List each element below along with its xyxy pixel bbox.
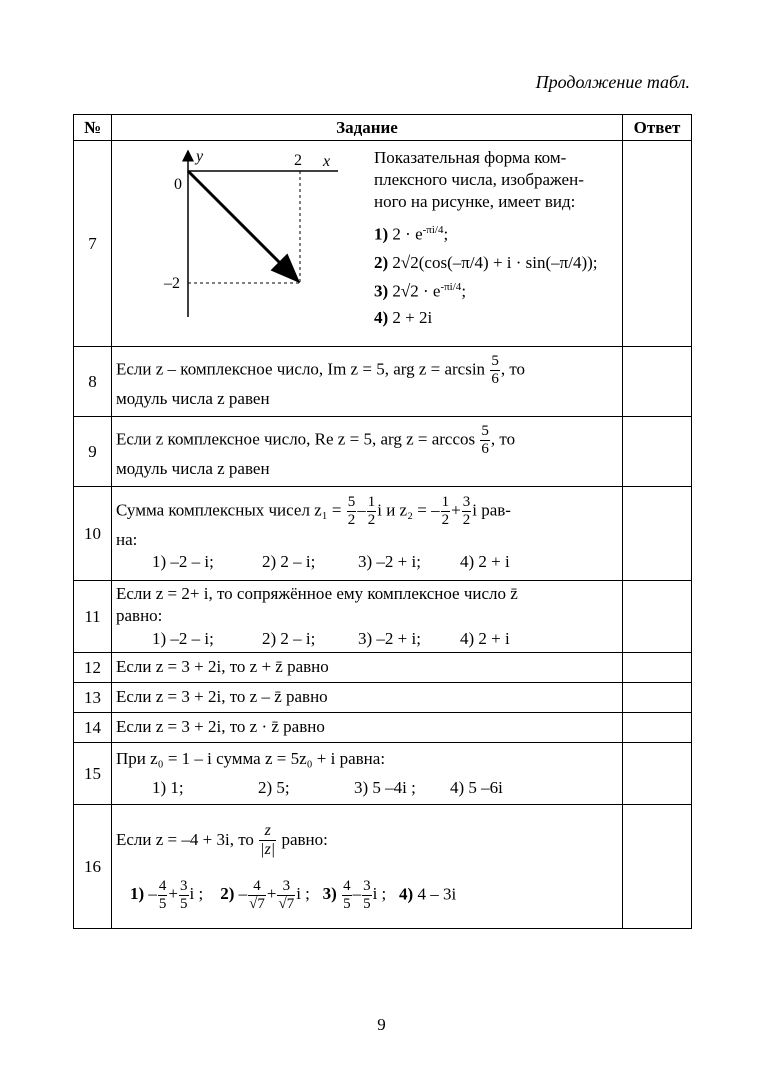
row-number: 15 bbox=[74, 743, 112, 805]
row-number: 10 bbox=[74, 487, 112, 581]
option-1: 1) – $\frac{4}{5}$ + $\frac{3}{5}$ i ; bbox=[130, 877, 204, 912]
task-cell bbox=[112, 141, 623, 347]
option-4: 4) 4 – 3i bbox=[399, 884, 457, 904]
answer-cell[interactable] bbox=[623, 743, 692, 805]
table-row bbox=[74, 683, 692, 713]
fraction: $\frac{5}{6}$ bbox=[491, 352, 499, 387]
task-cell: Если z – комплексное число, Im z = 5, arg z = arcsin $\frac{5}{6}$ , то модуль числа z равен bbox=[112, 347, 623, 417]
task-cell bbox=[112, 581, 623, 653]
row-number: 7 bbox=[74, 141, 112, 347]
row-number: 8 bbox=[74, 347, 112, 417]
fraction: $\frac{5}{6}$ bbox=[481, 422, 489, 457]
task-text-line2: равно: bbox=[116, 606, 163, 626]
options-row bbox=[152, 777, 618, 799]
row-number: 11 bbox=[74, 581, 112, 653]
page-number: 9 bbox=[377, 1015, 386, 1034]
continuation-label: Продолжение табл. bbox=[535, 72, 690, 92]
row-number: 12 bbox=[74, 653, 112, 683]
task-text: При z₀ = 1 – i сумма z = 5z₀ + i равна: bbox=[116, 749, 386, 769]
answer-cell[interactable] bbox=[623, 581, 692, 653]
options-row bbox=[152, 551, 618, 573]
table-row bbox=[74, 347, 692, 417]
row-number: 9 bbox=[74, 417, 112, 487]
option-1: 1) –2 – i; bbox=[152, 628, 214, 648]
option-2: 2) 2√2(cos(–π/4) + i · sin(–π/4)); bbox=[374, 253, 598, 273]
option-3: 3) –2 + i; bbox=[358, 552, 421, 572]
options-row bbox=[130, 878, 618, 914]
row-number: 13 bbox=[74, 683, 112, 713]
table-row bbox=[74, 417, 692, 487]
table-row bbox=[74, 487, 692, 581]
col-task-header: Задание bbox=[112, 115, 623, 141]
table-row bbox=[74, 743, 692, 805]
table-row bbox=[74, 653, 692, 683]
answer-cell[interactable] bbox=[623, 347, 692, 417]
option-1: 1) –2 – i; bbox=[152, 552, 214, 572]
table-row bbox=[74, 713, 692, 743]
option-2: 2) 5; bbox=[258, 777, 290, 797]
task-cell: Если z = –4 + 3i, то $\frac{z}{|z|}$ равно: 1) – $\frac{4}{5}$ + $\frac{3}{5}$ i ; 2) – $\frac{4}{√7}$ + $\frac{3}{√7}$ i ; 3) $\frac{4}{5}$ – $\frac{3}{5}$ i ; 4) 4 – 3i bbox=[112, 805, 623, 929]
answer-cell[interactable] bbox=[623, 141, 692, 347]
row-number: 16 bbox=[74, 805, 112, 929]
task-cell: Сумма комплексных чисел z₁ = $\frac{5}{2}$ – $\frac{1}{2}$ i и z₂ = – $\frac{1}{2}$ + $\frac{3}{2}$ i рав- на: 1) –2 – i; 2) 2 – i; 3) –2 + i; 4) 2 + i bbox=[112, 487, 623, 581]
task-table bbox=[73, 114, 692, 929]
table-row bbox=[74, 805, 692, 929]
task-text-line2: модуль числа z равен bbox=[116, 389, 270, 409]
option-2: 2) 2 – i; bbox=[262, 552, 316, 572]
answer-cell[interactable] bbox=[623, 487, 692, 581]
task-text: Если z = 3 + 2i, то z + z̄ равно bbox=[112, 653, 623, 683]
vector-arrow bbox=[188, 171, 298, 281]
option-3: 3) $\frac{4}{5}$ – $\frac{3}{5}$ i ; bbox=[322, 877, 387, 912]
table-row bbox=[74, 141, 692, 347]
task-cell: Если z комплексное число, Re z = 5, arg z = arccos $\frac{5}{6}$ , то модуль числа z равен bbox=[112, 417, 623, 487]
option-4: 4) 2 + i bbox=[460, 552, 510, 572]
option-4: 4) 2 + i bbox=[460, 628, 510, 648]
answer-cell[interactable] bbox=[623, 653, 692, 683]
row-number: 14 bbox=[74, 713, 112, 743]
table-row bbox=[74, 581, 692, 653]
x-tick-label: 2 bbox=[294, 152, 302, 169]
option-4: 4) 5 –6i bbox=[450, 777, 503, 797]
task-text: Если z комплексное число, Re z = 5, arg z = arccos bbox=[116, 429, 476, 449]
col-num-header: № bbox=[74, 115, 112, 141]
option-3: 3) 5 –4i ; bbox=[354, 777, 416, 797]
task-text: Показательная форма ком-плексного числа, изображен-ного на рисунке, имеет вид: bbox=[374, 148, 584, 212]
task-text: Если z = 3 + 2i, то z – z̄ равно bbox=[112, 683, 623, 713]
task-text: Если z = 3 + 2i, то z · z̄ равно bbox=[112, 713, 623, 743]
answer-cell[interactable] bbox=[623, 417, 692, 487]
y-tick-label: –2 bbox=[164, 275, 180, 292]
answer-cell[interactable] bbox=[623, 713, 692, 743]
y-axis-label: y bbox=[196, 148, 204, 165]
option-1: 1) $2 \cdot e^{-\pi i/4}$; bbox=[374, 224, 449, 244]
options-row bbox=[152, 628, 618, 650]
option-3: 3) –2 + i; bbox=[358, 628, 421, 648]
task-text-line2: модуль числа z равен bbox=[116, 459, 270, 479]
task-text: Если z – комплексное число, Im z = 5, arg z = arcsin bbox=[116, 359, 486, 379]
complex-plane-graph bbox=[120, 145, 331, 325]
answer-cell[interactable] bbox=[623, 683, 692, 713]
origin-label: 0 bbox=[174, 176, 182, 193]
answer-cell[interactable] bbox=[623, 805, 692, 929]
table-header-row bbox=[74, 115, 692, 141]
option-3: 3) $2√2 \cdot e^{-\pi i/4}$; bbox=[374, 281, 467, 301]
option-1: 1) 1; bbox=[152, 777, 184, 797]
option-2: 2) 2 – i; bbox=[262, 628, 316, 648]
option-2: 2) – $\frac{4}{√7}$ + $\frac{3}{√7}$ i ; bbox=[220, 877, 310, 912]
task-text-line2: на: bbox=[116, 530, 138, 550]
option-4: 4) 2 + 2i bbox=[374, 307, 433, 327]
col-answer-header: Ответ bbox=[623, 115, 692, 141]
x-axis-label: x bbox=[323, 153, 331, 170]
task-cell bbox=[112, 743, 623, 805]
task-text: Если z = 2+ i, то сопряжённое ему комплексное число z̄ bbox=[116, 584, 518, 604]
